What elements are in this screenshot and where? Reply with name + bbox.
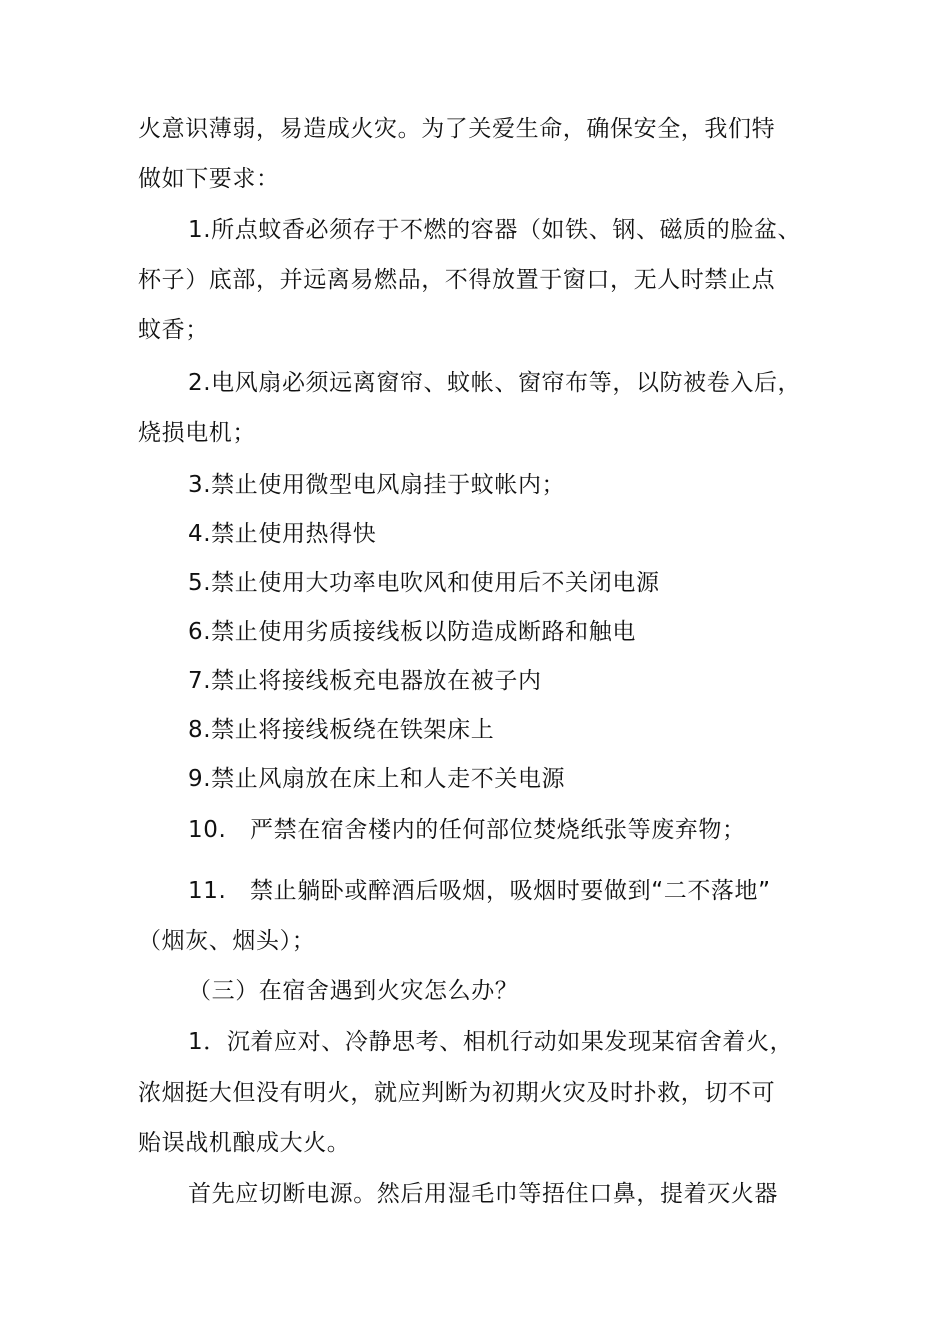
item-11-text: 禁止躺卧或醉酒后吸烟，吸烟时要做到“二不落地” xyxy=(250,878,771,904)
item-1-line-1: 1.所点蚊香必须存于不燃的容器（如铁、钢、磁质的脸盆、 xyxy=(188,217,802,243)
section-3-item-1-line-3: 贻误战机酿成大火。 xyxy=(138,1130,351,1156)
item-4: 4.禁止使用热得快 xyxy=(188,521,377,547)
item-6: 6.禁止使用劣质接线板以防造成断路和触电 xyxy=(188,619,636,645)
section-3-item-1-line-1: 1．沉着应对、冷静思考、相机行动如果发现某宿舍着火， xyxy=(188,1029,794,1055)
section-3-paragraph-line-1: 首先应切断电源。然后用湿毛巾等捂住口鼻，提着灭火器 xyxy=(188,1181,778,1207)
item-2-line-2: 烧损电机； xyxy=(138,420,256,446)
item-1-line-2: 杯子）底部，并远离易燃品，不得放置于窗口，无人时禁止点 xyxy=(138,267,776,293)
item-1-line-3: 蚊香； xyxy=(138,317,209,343)
item-10-number: 10. xyxy=(188,817,227,843)
item-10-text: 严禁在宿舍楼内的任何部位焚烧纸张等废弃物； xyxy=(250,817,746,843)
paragraph-intro-line-1: 火意识薄弱，易造成火灾。为了关爱生命，确保安全，我们特 xyxy=(138,116,776,142)
item-9: 9.禁止风扇放在床上和人走不关电源 xyxy=(188,766,566,792)
item-7: 7.禁止将接线板充电器放在被子内 xyxy=(188,668,542,694)
item-2-line-1: 2.电风扇必须远离窗帘、蚊帐、窗帘布等，以防被卷入后， xyxy=(188,370,802,396)
paragraph-intro-line-2: 做如下要求： xyxy=(138,166,280,192)
item-11-number: 11. xyxy=(188,878,227,904)
item-11-line-1 xyxy=(188,876,771,906)
section-heading-3: （三）在宿舍遇到火灾怎么办？ xyxy=(188,978,519,1004)
item-5: 5.禁止使用大功率电吹风和使用后不关闭电源 xyxy=(188,570,660,596)
item-8: 8.禁止将接线板绕在铁架床上 xyxy=(188,717,495,743)
section-3-item-1-line-2: 浓烟挺大但没有明火，就应判断为初期火灾及时扑救，切不可 xyxy=(138,1080,776,1106)
item-11-line-2: （烟灰、烟头）； xyxy=(138,928,316,954)
item-3: 3.禁止使用微型电风扇挂于蚊帐内； xyxy=(188,472,566,498)
item-10 xyxy=(188,815,746,845)
